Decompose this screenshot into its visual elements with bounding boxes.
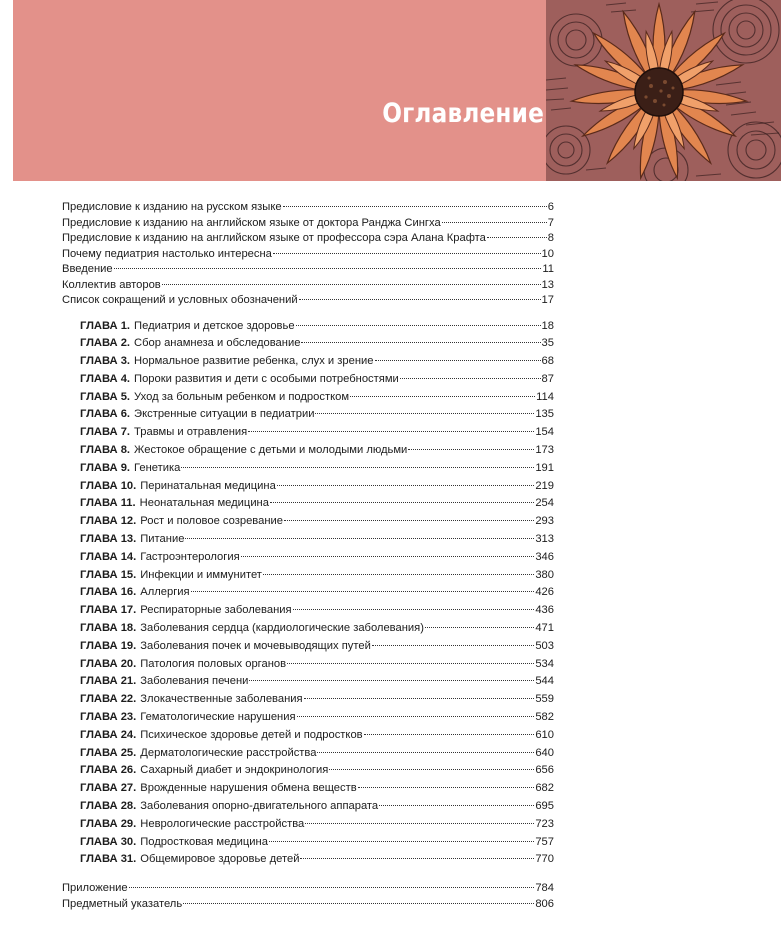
page-number: 135 — [535, 408, 554, 421]
entry-label: Предисловие к изданию на английском языке от профессора сэра Алана Крафта — [62, 232, 486, 244]
dot-leader — [283, 206, 547, 207]
page-number: 8 — [547, 232, 554, 244]
chapter-number: ГЛАВА 25. — [80, 746, 137, 759]
chapter-list — [62, 318, 554, 870]
page-number: 544 — [535, 675, 554, 688]
chapter-title: Злокачественные заболевания — [140, 693, 303, 706]
chapter-title: Педиатрия и детское здоровье — [134, 319, 295, 332]
chapter-title: Гастроэнтерология — [140, 550, 240, 563]
dot-leader — [364, 734, 535, 735]
entry-label — [80, 691, 303, 709]
entry-label: Список сокращений и условных обозначений — [62, 294, 298, 306]
page-number: 559 — [535, 693, 554, 706]
chapter-entry[interactable] — [62, 424, 554, 442]
page-number: 582 — [535, 711, 554, 724]
entry-label — [80, 798, 378, 816]
dot-leader — [191, 591, 535, 592]
chapter-number: ГЛАВА 10. — [80, 479, 137, 492]
dot-leader — [297, 716, 535, 717]
dot-leader — [284, 520, 534, 521]
dot-leader — [249, 680, 534, 681]
dot-leader — [300, 858, 534, 859]
chapter-entry[interactable] — [62, 335, 554, 353]
dot-leader — [358, 787, 535, 788]
page-number: 426 — [535, 586, 554, 599]
chapter-number: ГЛАВА 18. — [80, 622, 137, 635]
chapter-entry[interactable] — [62, 727, 554, 745]
chapter-title: Экстренные ситуации в педиатрии — [134, 408, 315, 421]
dot-leader — [487, 237, 547, 238]
chapter-title: Респираторные заболевания — [140, 604, 292, 617]
page-number: 380 — [535, 568, 554, 581]
dot-leader — [162, 284, 541, 285]
dot-leader — [263, 574, 534, 575]
chapter-number: ГЛАВА 15. — [80, 568, 137, 581]
dot-leader — [293, 609, 535, 610]
dot-leader — [305, 823, 534, 824]
chapter-number: ГЛАВА 2. — [80, 337, 131, 350]
entry-label — [80, 460, 180, 478]
chapter-title: Инфекции и иммунитет — [140, 568, 262, 581]
entry-label: Введение — [62, 263, 113, 275]
toc-entry[interactable] — [62, 293, 554, 309]
chapter-number: ГЛАВА 17. — [80, 604, 137, 617]
dot-leader — [329, 769, 534, 770]
dot-leader — [185, 538, 534, 539]
page-number: 254 — [535, 497, 554, 510]
chapter-title: Патология половых органов — [140, 657, 287, 670]
toc-entry[interactable] — [62, 216, 554, 232]
entry-label — [80, 673, 248, 691]
entry-label — [80, 371, 399, 389]
entry-label — [80, 335, 300, 353]
page-number: 35 — [541, 337, 554, 350]
entry-label — [80, 638, 371, 656]
entry-label — [80, 442, 407, 460]
chapter-title: Аллергия — [140, 586, 190, 599]
toc-entry[interactable] — [62, 278, 554, 294]
page-number: 503 — [535, 639, 554, 652]
entry-label: Предметный указатель — [62, 897, 183, 910]
dot-leader — [375, 360, 541, 361]
page-number: 784 — [535, 882, 554, 895]
chapter-entry[interactable] — [62, 567, 554, 585]
chapter-entry[interactable] — [62, 406, 554, 424]
chapter-entry[interactable] — [62, 478, 554, 496]
entry-label — [80, 816, 304, 834]
toc-entry[interactable] — [62, 897, 554, 913]
dot-leader — [350, 396, 535, 397]
dot-leader — [269, 841, 534, 842]
chapter-title: Перинатальная медицина — [140, 479, 276, 492]
entry-label — [80, 780, 357, 798]
entry-label — [80, 602, 292, 620]
chapter-title: Общемировое здоровье детей — [140, 853, 300, 866]
dot-leader — [273, 253, 541, 254]
chapter-title: Уход за больным ребенком и подростком — [134, 390, 350, 403]
entry-label — [80, 513, 283, 531]
page-number: 471 — [535, 622, 554, 635]
entry-label: Почему педиатрия настолько интересна — [62, 247, 272, 260]
dot-leader — [181, 467, 534, 468]
chapter-entry[interactable] — [62, 549, 554, 567]
page-number: 640 — [535, 746, 554, 759]
chapter-number: ГЛАВА 22. — [80, 693, 137, 706]
dot-leader — [304, 698, 535, 699]
chapter-entry[interactable] — [62, 798, 554, 816]
page-number: 154 — [535, 426, 554, 439]
page-number: 68 — [541, 355, 554, 368]
page-number: 610 — [535, 728, 554, 741]
dot-leader — [183, 903, 534, 904]
chapter-entry[interactable] — [62, 709, 554, 727]
dot-leader — [372, 645, 535, 646]
chapter-number: ГЛАВА 6. — [80, 408, 131, 421]
entry-label: Коллектив авторов — [62, 278, 161, 291]
page-number: 11 — [542, 263, 554, 275]
entry-label — [80, 478, 276, 496]
chapter-number: ГЛАВА 24. — [80, 728, 137, 741]
chapter-title: Нормальное развитие ребенка, слух и зрение — [134, 355, 374, 368]
toc-entry[interactable] — [62, 247, 554, 263]
chapter-number: ГЛАВА 30. — [80, 835, 137, 848]
entry-label — [80, 709, 296, 727]
chapter-title: Генетика — [134, 461, 181, 474]
page-number: 87 — [541, 372, 554, 385]
chapter-number: ГЛАВА 31. — [80, 853, 137, 866]
dot-leader — [287, 663, 534, 664]
chapter-entry[interactable] — [62, 816, 554, 834]
page-number: 219 — [535, 479, 554, 492]
chapter-title: Травмы и отравления — [134, 426, 248, 439]
entry-label: Приложение — [62, 882, 128, 895]
chapter-title: Психическое здоровье детей и подростков — [140, 728, 363, 741]
chapter-entry[interactable] — [62, 513, 554, 531]
chapter-title: Заболевания сердца (кардиологические заболевания) — [140, 622, 424, 635]
chapter-entry[interactable] — [62, 780, 554, 798]
entry-label — [80, 389, 349, 407]
chapter-title: Сахарный диабет и эндокринология — [140, 764, 329, 777]
entry-label: Предисловие к изданию на английском языке от доктора Ранджа Сингха — [62, 216, 441, 229]
page-number: 806 — [535, 897, 554, 910]
sunflower-illustration — [546, 0, 781, 181]
page-number: 757 — [535, 835, 554, 848]
chapter-number: ГЛАВА 7. — [80, 426, 131, 439]
table-of-contents — [62, 200, 554, 912]
page-number: 114 — [536, 390, 554, 403]
chapter-number: ГЛАВА 28. — [80, 800, 137, 813]
chapter-title: Неонатальная медицина — [139, 497, 269, 510]
chapter-number: ГЛАВА 23. — [80, 711, 137, 724]
chapter-entry[interactable] — [62, 762, 554, 780]
entry-label — [80, 353, 374, 371]
page-number: 723 — [535, 817, 554, 830]
chapter-number: ГЛАВА 5. — [80, 390, 131, 403]
chapter-title: Пороки развития и дети с особыми потребностями — [134, 372, 399, 385]
chapter-entry[interactable] — [62, 495, 554, 513]
chapter-number: ГЛАВА 4. — [80, 372, 131, 385]
chapter-number: ГЛАВА 12. — [80, 515, 137, 528]
page-number: 7 — [547, 216, 554, 229]
dot-leader — [425, 627, 534, 628]
chapter-entry[interactable] — [62, 691, 554, 709]
entry-label — [80, 656, 286, 674]
chapter-number: ГЛАВА 19. — [80, 639, 137, 652]
entry-label — [80, 531, 184, 549]
chapter-entry[interactable] — [62, 745, 554, 763]
page-number: 18 — [541, 319, 554, 332]
entry-label — [80, 851, 299, 869]
chapter-entry[interactable] — [62, 460, 554, 478]
chapter-title: Неврологические расстройства — [140, 817, 305, 830]
entry-label — [80, 727, 363, 745]
chapter-title: Подростковая медицина — [140, 835, 268, 848]
dot-leader — [299, 299, 541, 300]
chapter-title: Дерматологические расстройства — [140, 746, 317, 759]
chapter-number: ГЛАВА 3. — [80, 355, 131, 368]
chapter-title: Заболевания почек и мочевыводящих путей — [140, 639, 371, 652]
chapter-entry[interactable] — [62, 851, 554, 869]
chapter-title: Заболевания печени — [140, 675, 249, 688]
chapter-number: ГЛАВА 9. — [80, 461, 131, 474]
dot-leader — [248, 431, 534, 432]
chapter-entry[interactable] — [62, 834, 554, 852]
chapter-number: ГЛАВА 14. — [80, 550, 137, 563]
dot-leader — [317, 752, 534, 753]
dot-leader — [296, 325, 541, 326]
page-number: 293 — [535, 515, 554, 528]
chapter-entry[interactable] — [62, 531, 554, 549]
entry-label — [80, 406, 314, 424]
page-number: 436 — [535, 604, 554, 617]
chapter-number: ГЛАВА 16. — [80, 586, 137, 599]
page-number: 534 — [535, 657, 554, 670]
chapter-number: ГЛАВА 21. — [80, 675, 137, 688]
toc-entry[interactable] — [62, 231, 554, 247]
chapter-entry[interactable] — [62, 638, 554, 656]
chapter-number: ГЛАВА 8. — [80, 444, 131, 457]
page-number: 173 — [535, 444, 554, 457]
entry-label — [80, 834, 268, 852]
page-number: 770 — [535, 853, 554, 866]
entry-label — [80, 762, 328, 780]
page-number: 346 — [535, 550, 554, 563]
back-matter-list — [62, 881, 554, 912]
chapter-number: ГЛАВА 26. — [80, 764, 137, 777]
toc-entry[interactable] — [62, 262, 554, 278]
chapter-title: Рост и половое созревание — [140, 515, 283, 528]
page-number: 6 — [547, 201, 554, 213]
chapter-title: Заболевания опорно-двигательного аппарата — [140, 800, 379, 813]
chapter-title: Гематологические нарушения — [140, 711, 296, 724]
page-number: 191 — [535, 461, 554, 474]
page-title: Оглавление — [382, 98, 544, 129]
entry-label — [80, 424, 247, 442]
entry-label — [80, 495, 269, 513]
dot-leader — [241, 556, 535, 557]
dot-leader — [114, 268, 542, 269]
chapter-title: Питание — [140, 533, 185, 546]
chapter-number: ГЛАВА 13. — [80, 533, 137, 546]
page-number: 10 — [541, 247, 554, 260]
page-number: 313 — [535, 533, 554, 546]
dot-leader — [277, 485, 535, 486]
entry-label — [80, 549, 240, 567]
toc-entry[interactable] — [62, 881, 554, 897]
dot-leader — [408, 449, 534, 450]
page-number: 695 — [535, 800, 554, 813]
chapter-title: Жестокое обращение с детьми и молодыми людьми — [134, 444, 408, 457]
page-number: 682 — [535, 782, 554, 795]
chapter-entry[interactable] — [62, 318, 554, 336]
chapter-entry[interactable] — [62, 656, 554, 674]
entry-label — [80, 318, 295, 336]
page-number: 17 — [541, 294, 554, 306]
chapter-entry[interactable] — [62, 389, 554, 407]
chapter-entry[interactable] — [62, 620, 554, 638]
chapter-entry[interactable] — [62, 353, 554, 371]
front-matter-list — [62, 200, 554, 309]
chapter-entry[interactable] — [62, 371, 554, 389]
chapter-number: ГЛАВА 11. — [80, 497, 136, 510]
toc-entry[interactable] — [62, 200, 554, 216]
dot-leader — [400, 378, 541, 379]
chapter-number: ГЛАВА 27. — [80, 782, 137, 795]
chapter-number: ГЛАВА 29. — [80, 817, 137, 830]
entry-label — [80, 567, 262, 585]
entry-label: Предисловие к изданию на русском языке — [62, 201, 282, 213]
dot-leader — [442, 222, 547, 223]
dot-leader — [129, 887, 535, 888]
chapter-number: ГЛАВА 1. — [80, 319, 131, 332]
dot-leader — [315, 413, 534, 414]
chapter-title: Сбор анамнеза и обследование — [134, 337, 301, 350]
entry-label — [80, 620, 424, 638]
chapter-entry[interactable] — [62, 442, 554, 460]
chapter-title: Врожденные нарушения обмена веществ — [140, 782, 357, 795]
dot-leader — [270, 502, 534, 503]
chapter-entry[interactable] — [62, 602, 554, 620]
dot-leader — [379, 805, 534, 806]
dot-leader — [301, 342, 540, 343]
page-number: 656 — [535, 764, 554, 777]
entry-label — [80, 745, 316, 763]
chapter-entry[interactable] — [62, 584, 554, 602]
page-number: 13 — [541, 278, 554, 291]
entry-label — [80, 584, 190, 602]
chapter-entry[interactable] — [62, 673, 554, 691]
chapter-number: ГЛАВА 20. — [80, 657, 137, 670]
